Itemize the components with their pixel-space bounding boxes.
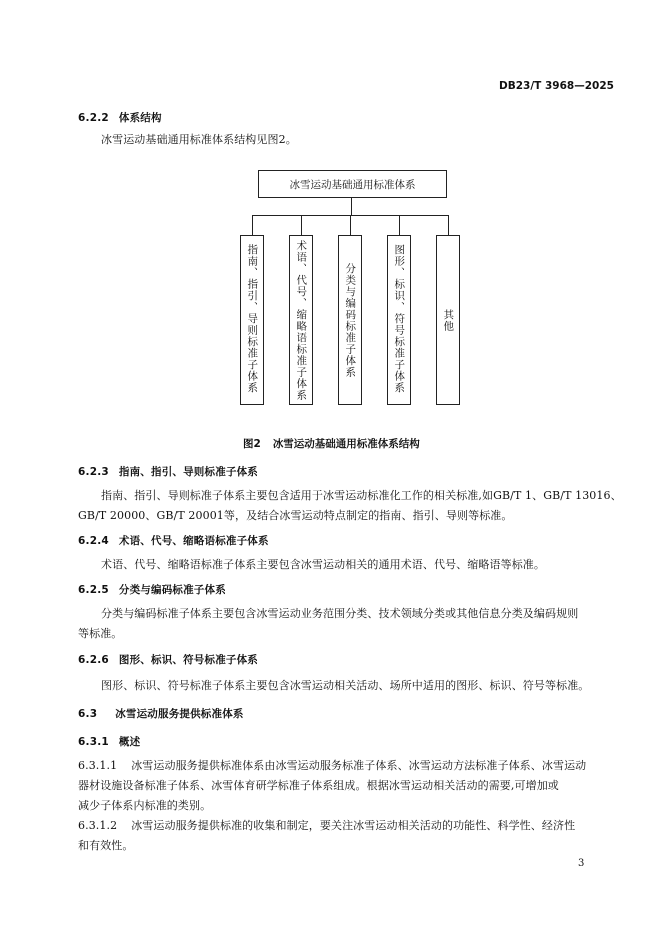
- heading-number: 6.2.5: [78, 584, 109, 596]
- heading-6-2-4: [78, 533, 269, 548]
- heading-title: 术语、代号、缩略语标准子体系: [118, 535, 269, 547]
- connector-child-4: [399, 215, 400, 235]
- child-box-2: [289, 235, 313, 405]
- child-box-1: [240, 235, 264, 405]
- child-box-3: [338, 235, 362, 405]
- paragraph-6-2-3-line-1: 指南、指引、导则标准子体系主要包含适用于冰雪运动标准化工作的相关标准,如GB/T 1、GB/T 13016、: [101, 489, 622, 502]
- paragraph-6-3-1-2-line-1: [78, 816, 575, 836]
- clause-number: 6.3.1.2: [78, 819, 118, 832]
- heading-6-3-1: [78, 734, 140, 749]
- paragraph-6-3-1-1-line-3: 减少子体系内标准的类别。: [78, 799, 212, 812]
- paragraph-6-3-1-2-line-2: 和有效性。: [78, 839, 134, 852]
- connector-child-1: [252, 215, 253, 235]
- paragraph-6-2-6: 图形、标识、符号标准子体系主要包含冰雪运动相关活动、场所中适用的图形、标识、符号等标准。: [101, 679, 590, 692]
- paragraph-6-2-5-line-2: 等标准。: [78, 627, 123, 640]
- clause-text: 冰雪运动服务提供标准的收集和制定，要关注冰雪运动相关活动的功能性、科学性、经济性: [131, 819, 576, 832]
- heading-title: 体系结构: [118, 112, 162, 124]
- paragraph-6-3-1-1-line-1: [78, 756, 586, 776]
- connector-child-5: [448, 215, 449, 235]
- page-number: 3: [578, 858, 585, 869]
- child-label-3: 分类与编码标准子体系: [344, 262, 357, 378]
- connector-child-3: [350, 215, 351, 235]
- child-label-4: 图形、标识、符号标准子体系: [393, 244, 406, 394]
- heading-title: 概述: [118, 736, 141, 748]
- clause-number: 6.3.1.1: [78, 759, 118, 772]
- heading-6-2-3: [78, 464, 258, 479]
- heading-title: 分类与编码标准子体系: [118, 584, 226, 596]
- connector-root: [351, 197, 352, 215]
- heading-6-2-6: [78, 652, 258, 667]
- paragraph-6-2-5-line-1: 分类与编码标准子体系主要包含冰雪运动业务范围分类、技术领域分类或其他信息分类及编码规则: [101, 607, 579, 620]
- document-id: DB23/T 3968—2025: [499, 80, 614, 92]
- paragraph-6-2-4: 术语、代号、缩略语标准子体系主要包含冰雪运动相关的通用术语、代号、缩略语等标准。: [101, 558, 545, 571]
- paragraph-6-3-1-1-line-2: 器材设施设备标准子体系、冰雪体育研学标准子体系组成。根据冰雪运动相关活动的需要,可增加或: [78, 779, 559, 792]
- heading-6-3: [78, 706, 244, 721]
- root-label: 冰雪运动基础通用标准体系: [289, 178, 416, 191]
- heading-6-2-2: [78, 110, 162, 125]
- paragraph-6-2-2: 冰雪运动基础通用标准体系结构见图2。: [101, 133, 297, 146]
- heading-number: 6.2.6: [78, 654, 109, 666]
- figure-caption: [243, 436, 420, 451]
- figure-caption-text: 冰雪运动基础通用标准体系结构: [272, 438, 420, 450]
- child-box-5: [436, 235, 460, 405]
- paragraph-6-2-3-line-2: GB/T 20000、GB/T 20001等，及结合冰雪运动特点制定的指南、指引、导则等标准。: [78, 509, 513, 522]
- child-box-4: [387, 235, 411, 405]
- heading-number: 6.2.2: [78, 112, 109, 124]
- heading-title: 指南、指引、导则标准子体系: [118, 466, 259, 478]
- heading-number: 6.2.4: [78, 535, 109, 547]
- heading-number: 6.3.1: [78, 736, 109, 748]
- connector-child-2: [301, 215, 302, 235]
- child-label-2: 术语、代号、缩略语标准子体系: [295, 240, 308, 401]
- heading-title: 图形、标识、符号标准子体系: [118, 654, 259, 666]
- root-box: [258, 170, 447, 198]
- heading-number: 6.2.3: [78, 466, 109, 478]
- child-label-1: 指南、指引、导则标准子体系: [246, 244, 259, 394]
- heading-6-2-5: [78, 582, 226, 597]
- figure-caption-number: 图2: [243, 438, 261, 450]
- heading-number: 6.3: [78, 708, 98, 720]
- clause-text: 冰雪运动服务提供标准体系由冰雪运动服务标准子体系、冰雪运动方法标准子体系、冰雪运动: [131, 759, 587, 772]
- child-label-5: 其他: [442, 308, 455, 332]
- heading-title: 冰雪运动服务提供标准体系: [115, 708, 244, 720]
